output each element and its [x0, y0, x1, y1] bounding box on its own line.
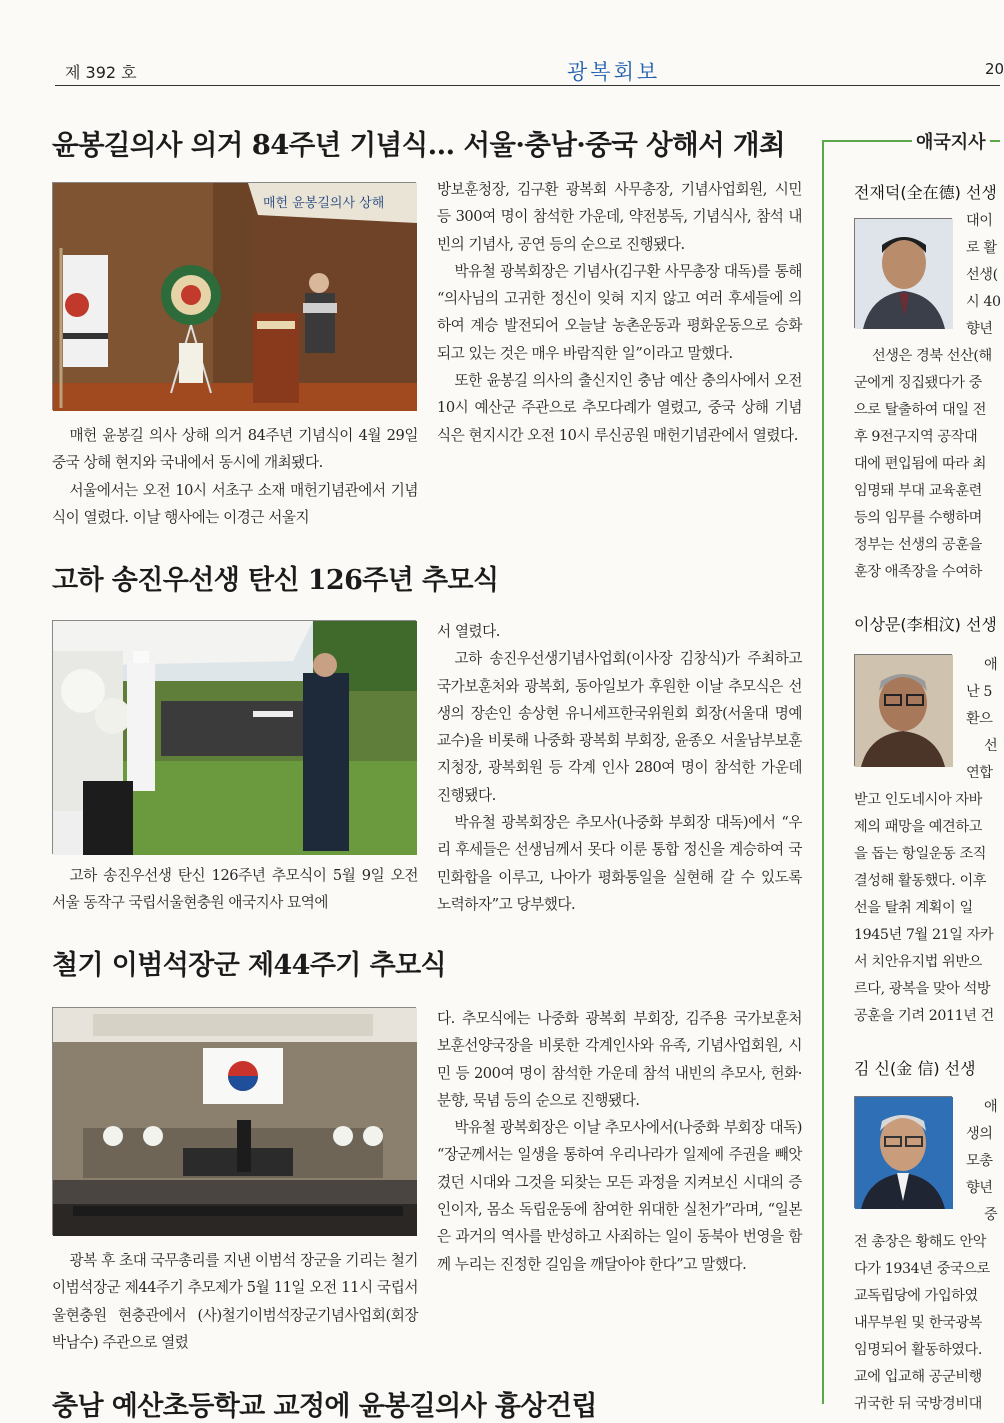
- article-lee-beomseok-memorial: [52, 943, 802, 1351]
- ceremony-photo: [52, 182, 416, 410]
- person-name: 김 신(金 信) 선생: [854, 1059, 976, 1078]
- page-header: [55, 58, 1004, 86]
- photo-caption: 매헌 윤봉길 의사 상해 의거 84주년 기념식이 4월 29일 중국 상해 현지와 국내에서 동시에 개최됐다.: [52, 427, 418, 472]
- person-name: 이상문(李相汶) 선생: [854, 615, 997, 634]
- portrait-photo: [854, 218, 952, 328]
- article-paragraph: 박유철 광복회장은 추모사(나중화 부회장 대독)에서 “우리 후세들은 선생님께서 못다 이룬 통합 정신을 계승하여 국민화합을 이루고, 나아가 평화통일을 실현해 갈 수 있도록 노력하자”고 당부했다.: [437, 814, 802, 913]
- article-headline: 고하 송진우선생 탄신 126주년 추모식: [52, 565, 499, 596]
- article-paragraph: 서울에서는 오전 10시 서초구 소재 매헌기념관에서 기념식이 열렸다. 이날 행사에는 이경근 서울지: [52, 481, 418, 526]
- article-headline: 윤봉길의사 의거 84주년 기념식… 서울·충남·중국 상해서 개최: [52, 129, 785, 161]
- article-paragraph: 서 열렸다.: [437, 623, 500, 640]
- patriot-sidebar: 애국지사 전재덕(全在德) 선생 대이 로 활 선생( 시 40 향년 선생은 경북 선산(해 군에게 징집됐다가 중 으로 탈출하여 대일 전 후 9전구지역 공작대 대에 편입됨에 따라 최 임명돼 부대 교육훈련 등의 임무를 수행하며 정부는 선생의 공훈을 훈장 애족장을 수여하 이상문(李相汶) 선생 애 난 5 환으 선 연합 받고 인도네시아 자바 제의 패망을 예견하고 을 돕는 항일운동 조직 결성해 활동했다. 이후 선을 탈취 계획이 일 1945년 7월 21일 자카 서 치안유지법 위반으 르다, 광복을 맞아 석방 공훈을 기려 2011년 건 김 신(金 信) 선생 애 생의 모총 향년 중 전 총장은 황해도 안악 다가 1934년 중국으로 교독립당에 가입하였 내무부원 및 한국광복 임명되어 활동하였다. 교에 입교해 공군비행 귀국한 뒤 국방경비대: [822, 140, 1000, 1404]
- issue-number: 제 392 호: [65, 63, 137, 82]
- memorial-hall-photo: [52, 1007, 416, 1235]
- article-yun-bonggil-ceremony: [52, 122, 802, 526]
- photo-caption: 광복 후 초대 국무총리를 지낸 이범석 장군을 기리는 철기 이범석장군 제44주기 추모제가 5월 11일 오전 11시 국립서울현충원 현충관에서 (사)철기이범석장군기념사업회(회장 박남수) 주관으로 열렸: [52, 1252, 418, 1351]
- person-name: 전재덕(全在德) 선생: [854, 183, 997, 202]
- article-headline: 충남 예산초등학교 교정에 윤봉길의사 흉상건립: [52, 1391, 597, 1422]
- article-paragraph: 또한 윤봉길 의사의 출신지인 충남 예산 충의사에서 오전 10시 예산군 주관으로 추모다례가 열렸고, 중국 상해 기념식은 현지시간 오전 10시 루신공원 매헌기념관에서 열렸다.: [437, 372, 802, 444]
- article-headline: 철기 이범석장군 제44주기 추모식: [52, 950, 447, 981]
- sidebar-tab: 애국지사: [912, 128, 990, 154]
- article-paragraph: 고하 송진우선생기념사업회(이사장 김창식)가 주최하고 국가보훈처와 광복회, 동아일보가 후원한 이날 추모식은 선생의 장손인 송상현 유니세프한국위원회 회장(서울대 명예교수)을 비롯해 나중화 광복회 부회장, 윤종오 서울남부보훈지청장, 광복회원 등 각계 인사 280여 명이 참석한 가운데 진행됐다.: [437, 650, 802, 804]
- article-paragraph: 박유철 광복회장은 기념사(김구환 사무총장 대독)를 통해 “의사님의 고귀한 정신이 잊혀 지지 않고 여러 후세들에 의하여 계승 발전되어 오늘날 농촌운동과 평화운동으로 승화되고 있는 것은 매우 바람직한 일”이라고 말했다.: [437, 262, 802, 362]
- article-song-jinwoo-memorial: [52, 558, 802, 913]
- article-paragraph: 박유철 광복회장은 이날 추모사에서(나중화 부회장 대독) “장군께서는 일생을 통하여 우리나라가 일제에 주권을 빼앗겼던 시대와 그것을 되찾는 모든 과정을 지켜보신 시대의 증인이자, 몸소 독립운동에 참여한 위대한 실천가”라며, “일본은 과거의 역사를 반성하고 사죄하는 일이 동북아 번영을 함께 누리는 진정한 길임을 깨달아야 한다”고 말했다.: [437, 1119, 802, 1273]
- memorial-photo: [52, 620, 416, 854]
- newsletter-title: 광복회보: [567, 60, 661, 84]
- article-paragraph: 다. 추모식에는 나중화 광복회 부회장, 김주용 국가보훈처 보훈선양국장을 비롯한 각계인사와 유족, 기념사업회원, 시민 등 200여 명이 참석한 가운데 참석 내빈의 추모사, 헌화·분향, 묵념 등의 순으로 진행됐다.: [437, 1010, 802, 1109]
- article-paragraph: 방보훈청장, 김구환 광복회 사무총장, 기념사업회원, 시민 등 300여 명이 참석한 가운데, 약전봉독, 기념식사, 참석 내빈의 기념사, 공연 등의 순으로 진행됐다.: [437, 181, 802, 253]
- banner-text: 매헌 윤봉길의사 상해: [263, 196, 385, 211]
- article-yun-bust: [52, 1384, 802, 1423]
- portrait-photo: [854, 1096, 952, 1208]
- page-number: 20: [985, 60, 1004, 78]
- photo-caption: 고하 송진우선생 탄신 126주년 추모식이 5월 9일 오전 서울 동작구 국립서울현충원 애국지사 묘역에: [52, 867, 418, 912]
- portrait-photo: [854, 654, 952, 766]
